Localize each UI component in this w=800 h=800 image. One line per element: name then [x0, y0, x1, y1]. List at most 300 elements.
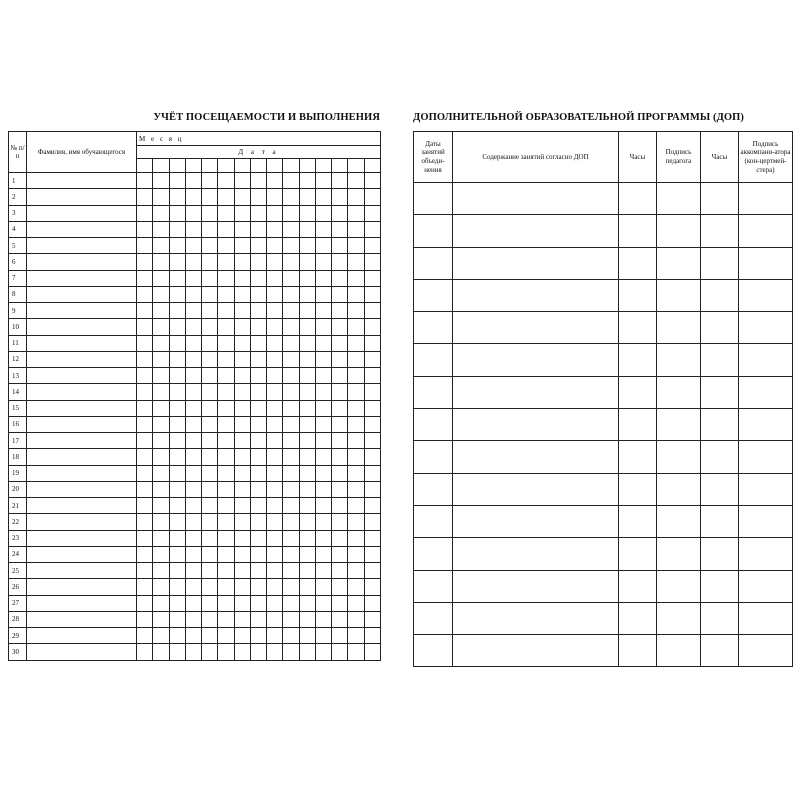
attendance-cell[interactable] — [283, 416, 299, 432]
attendance-cell[interactable] — [348, 238, 364, 254]
attendance-cell[interactable] — [169, 628, 185, 644]
attendance-cell[interactable] — [364, 238, 380, 254]
accompanist-signature-cell[interactable] — [739, 183, 793, 215]
accompanist-signature-cell[interactable] — [739, 279, 793, 311]
attendance-cell[interactable] — [153, 238, 169, 254]
attendance-cell[interactable] — [332, 335, 348, 351]
accompanist-signature-cell[interactable] — [739, 409, 793, 441]
attendance-cell[interactable] — [315, 433, 331, 449]
hours-cell[interactable] — [701, 635, 739, 667]
date-header-cell[interactable] — [332, 159, 348, 173]
student-name-cell[interactable] — [27, 351, 137, 367]
attendance-cell[interactable] — [153, 498, 169, 514]
attendance-cell[interactable] — [348, 400, 364, 416]
student-name-cell[interactable] — [27, 205, 137, 221]
student-name-cell[interactable] — [27, 449, 137, 465]
attendance-cell[interactable] — [267, 514, 283, 530]
attendance-cell[interactable] — [283, 611, 299, 627]
attendance-cell[interactable] — [185, 270, 201, 286]
attendance-cell[interactable] — [202, 335, 218, 351]
attendance-cell[interactable] — [299, 189, 315, 205]
attendance-cell[interactable] — [137, 416, 153, 432]
attendance-cell[interactable] — [202, 449, 218, 465]
attendance-cell[interactable] — [299, 514, 315, 530]
attendance-cell[interactable] — [348, 416, 364, 432]
attendance-cell[interactable] — [332, 384, 348, 400]
date-cell[interactable] — [414, 505, 453, 537]
attendance-cell[interactable] — [153, 611, 169, 627]
attendance-cell[interactable] — [137, 595, 153, 611]
attendance-cell[interactable] — [364, 351, 380, 367]
hours-cell[interactable] — [701, 538, 739, 570]
attendance-cell[interactable] — [169, 270, 185, 286]
attendance-cell[interactable] — [250, 611, 266, 627]
accompanist-signature-cell[interactable] — [739, 441, 793, 473]
attendance-cell[interactable] — [185, 563, 201, 579]
attendance-cell[interactable] — [283, 400, 299, 416]
attendance-cell[interactable] — [185, 286, 201, 302]
attendance-cell[interactable] — [348, 270, 364, 286]
attendance-cell[interactable] — [250, 319, 266, 335]
attendance-cell[interactable] — [283, 498, 299, 514]
attendance-cell[interactable] — [348, 514, 364, 530]
attendance-cell[interactable] — [283, 481, 299, 497]
attendance-cell[interactable] — [185, 611, 201, 627]
attendance-cell[interactable] — [137, 205, 153, 221]
attendance-cell[interactable] — [250, 416, 266, 432]
attendance-cell[interactable] — [332, 238, 348, 254]
attendance-cell[interactable] — [202, 384, 218, 400]
attendance-cell[interactable] — [153, 173, 169, 189]
attendance-cell[interactable] — [169, 384, 185, 400]
attendance-cell[interactable] — [348, 173, 364, 189]
attendance-cell[interactable] — [315, 173, 331, 189]
attendance-cell[interactable] — [364, 546, 380, 562]
attendance-cell[interactable] — [299, 270, 315, 286]
attendance-cell[interactable] — [283, 595, 299, 611]
attendance-cell[interactable] — [137, 481, 153, 497]
student-name-cell[interactable] — [27, 303, 137, 319]
attendance-cell[interactable] — [283, 221, 299, 237]
attendance-cell[interactable] — [332, 481, 348, 497]
attendance-cell[interactable] — [250, 530, 266, 546]
attendance-cell[interactable] — [348, 546, 364, 562]
attendance-cell[interactable] — [348, 530, 364, 546]
attendance-cell[interactable] — [137, 384, 153, 400]
attendance-cell[interactable] — [332, 465, 348, 481]
attendance-cell[interactable] — [364, 270, 380, 286]
attendance-cell[interactable] — [169, 335, 185, 351]
attendance-cell[interactable] — [250, 563, 266, 579]
attendance-cell[interactable] — [218, 351, 234, 367]
attendance-cell[interactable] — [315, 644, 331, 660]
attendance-cell[interactable] — [250, 400, 266, 416]
attendance-cell[interactable] — [315, 351, 331, 367]
attendance-cell[interactable] — [267, 335, 283, 351]
attendance-cell[interactable] — [169, 173, 185, 189]
attendance-cell[interactable] — [364, 286, 380, 302]
attendance-cell[interactable] — [137, 530, 153, 546]
attendance-cell[interactable] — [299, 546, 315, 562]
hours-cell[interactable] — [701, 602, 739, 634]
attendance-cell[interactable] — [218, 270, 234, 286]
attendance-cell[interactable] — [250, 481, 266, 497]
attendance-cell[interactable] — [332, 416, 348, 432]
content-cell[interactable] — [453, 376, 619, 408]
attendance-cell[interactable] — [218, 368, 234, 384]
attendance-cell[interactable] — [202, 498, 218, 514]
attendance-cell[interactable] — [169, 254, 185, 270]
attendance-cell[interactable] — [315, 579, 331, 595]
accompanist-signature-cell[interactable] — [739, 473, 793, 505]
attendance-cell[interactable] — [283, 514, 299, 530]
teacher-signature-cell[interactable] — [657, 409, 701, 441]
attendance-cell[interactable] — [137, 611, 153, 627]
attendance-cell[interactable] — [299, 465, 315, 481]
attendance-cell[interactable] — [185, 416, 201, 432]
attendance-cell[interactable] — [153, 563, 169, 579]
attendance-cell[interactable] — [169, 319, 185, 335]
attendance-cell[interactable] — [234, 335, 250, 351]
teacher-signature-cell[interactable] — [657, 441, 701, 473]
attendance-cell[interactable] — [315, 498, 331, 514]
attendance-cell[interactable] — [185, 221, 201, 237]
attendance-cell[interactable] — [348, 189, 364, 205]
attendance-cell[interactable] — [299, 433, 315, 449]
attendance-cell[interactable] — [267, 465, 283, 481]
date-header-cell[interactable] — [185, 159, 201, 173]
attendance-cell[interactable] — [185, 579, 201, 595]
attendance-cell[interactable] — [202, 530, 218, 546]
attendance-cell[interactable] — [169, 400, 185, 416]
hours-cell[interactable] — [619, 602, 657, 634]
attendance-cell[interactable] — [153, 644, 169, 660]
content-cell[interactable] — [453, 312, 619, 344]
attendance-cell[interactable] — [332, 319, 348, 335]
attendance-cell[interactable] — [332, 514, 348, 530]
attendance-cell[interactable] — [332, 644, 348, 660]
attendance-cell[interactable] — [299, 221, 315, 237]
attendance-cell[interactable] — [283, 644, 299, 660]
attendance-cell[interactable] — [267, 189, 283, 205]
attendance-cell[interactable] — [234, 221, 250, 237]
attendance-cell[interactable] — [202, 189, 218, 205]
attendance-cell[interactable] — [202, 205, 218, 221]
student-name-cell[interactable] — [27, 433, 137, 449]
attendance-cell[interactable] — [218, 319, 234, 335]
attendance-cell[interactable] — [234, 595, 250, 611]
attendance-cell[interactable] — [283, 579, 299, 595]
attendance-cell[interactable] — [250, 465, 266, 481]
attendance-cell[interactable] — [283, 254, 299, 270]
attendance-cell[interactable] — [202, 221, 218, 237]
attendance-cell[interactable] — [234, 644, 250, 660]
attendance-cell[interactable] — [315, 563, 331, 579]
attendance-cell[interactable] — [267, 270, 283, 286]
attendance-cell[interactable] — [234, 400, 250, 416]
attendance-cell[interactable] — [202, 319, 218, 335]
attendance-cell[interactable] — [202, 579, 218, 595]
attendance-cell[interactable] — [153, 514, 169, 530]
attendance-cell[interactable] — [202, 173, 218, 189]
date-header-cell[interactable] — [234, 159, 250, 173]
attendance-cell[interactable] — [299, 254, 315, 270]
attendance-cell[interactable] — [332, 221, 348, 237]
hours-cell[interactable] — [619, 409, 657, 441]
date-cell[interactable] — [414, 279, 453, 311]
attendance-cell[interactable] — [364, 416, 380, 432]
attendance-cell[interactable] — [364, 303, 380, 319]
content-cell[interactable] — [453, 344, 619, 376]
attendance-cell[interactable] — [234, 611, 250, 627]
attendance-cell[interactable] — [348, 303, 364, 319]
attendance-cell[interactable] — [234, 628, 250, 644]
date-cell[interactable] — [414, 409, 453, 441]
attendance-cell[interactable] — [299, 481, 315, 497]
teacher-signature-cell[interactable] — [657, 215, 701, 247]
date-header-cell[interactable] — [153, 159, 169, 173]
attendance-cell[interactable] — [364, 335, 380, 351]
attendance-cell[interactable] — [267, 433, 283, 449]
attendance-cell[interactable] — [348, 368, 364, 384]
attendance-cell[interactable] — [202, 303, 218, 319]
date-header-cell[interactable] — [315, 159, 331, 173]
student-name-cell[interactable] — [27, 400, 137, 416]
attendance-cell[interactable] — [283, 189, 299, 205]
attendance-cell[interactable] — [267, 644, 283, 660]
attendance-cell[interactable] — [364, 221, 380, 237]
hours-cell[interactable] — [619, 635, 657, 667]
attendance-cell[interactable] — [202, 270, 218, 286]
attendance-cell[interactable] — [267, 319, 283, 335]
attendance-cell[interactable] — [267, 173, 283, 189]
attendance-cell[interactable] — [315, 286, 331, 302]
attendance-cell[interactable] — [250, 205, 266, 221]
attendance-cell[interactable] — [315, 628, 331, 644]
teacher-signature-cell[interactable] — [657, 635, 701, 667]
attendance-cell[interactable] — [218, 303, 234, 319]
teacher-signature-cell[interactable] — [657, 505, 701, 537]
attendance-cell[interactable] — [234, 205, 250, 221]
hours-cell[interactable] — [619, 505, 657, 537]
attendance-cell[interactable] — [137, 254, 153, 270]
attendance-cell[interactable] — [218, 205, 234, 221]
hours-cell[interactable] — [619, 183, 657, 215]
attendance-cell[interactable] — [283, 628, 299, 644]
attendance-cell[interactable] — [169, 238, 185, 254]
attendance-cell[interactable] — [169, 449, 185, 465]
attendance-cell[interactable] — [267, 563, 283, 579]
attendance-cell[interactable] — [299, 173, 315, 189]
attendance-cell[interactable] — [218, 481, 234, 497]
attendance-cell[interactable] — [218, 173, 234, 189]
attendance-cell[interactable] — [364, 628, 380, 644]
hours-cell[interactable] — [701, 247, 739, 279]
attendance-cell[interactable] — [332, 189, 348, 205]
student-name-cell[interactable] — [27, 481, 137, 497]
attendance-cell[interactable] — [267, 286, 283, 302]
attendance-cell[interactable] — [348, 465, 364, 481]
accompanist-signature-cell[interactable] — [739, 215, 793, 247]
student-name-cell[interactable] — [27, 173, 137, 189]
accompanist-signature-cell[interactable] — [739, 376, 793, 408]
attendance-cell[interactable] — [169, 368, 185, 384]
attendance-cell[interactable] — [202, 286, 218, 302]
date-header-cell[interactable] — [218, 159, 234, 173]
attendance-cell[interactable] — [234, 189, 250, 205]
attendance-cell[interactable] — [315, 416, 331, 432]
attendance-cell[interactable] — [137, 433, 153, 449]
attendance-cell[interactable] — [218, 611, 234, 627]
attendance-cell[interactable] — [364, 595, 380, 611]
attendance-cell[interactable] — [332, 270, 348, 286]
attendance-cell[interactable] — [267, 628, 283, 644]
attendance-cell[interactable] — [185, 433, 201, 449]
student-name-cell[interactable] — [27, 563, 137, 579]
attendance-cell[interactable] — [185, 368, 201, 384]
attendance-cell[interactable] — [185, 335, 201, 351]
attendance-cell[interactable] — [218, 400, 234, 416]
attendance-cell[interactable] — [267, 384, 283, 400]
attendance-cell[interactable] — [137, 514, 153, 530]
attendance-cell[interactable] — [202, 595, 218, 611]
attendance-cell[interactable] — [315, 400, 331, 416]
attendance-cell[interactable] — [299, 416, 315, 432]
attendance-cell[interactable] — [137, 563, 153, 579]
attendance-cell[interactable] — [364, 400, 380, 416]
attendance-cell[interactable] — [315, 270, 331, 286]
attendance-cell[interactable] — [299, 205, 315, 221]
hours-cell[interactable] — [701, 215, 739, 247]
accompanist-signature-cell[interactable] — [739, 635, 793, 667]
attendance-cell[interactable] — [218, 189, 234, 205]
attendance-cell[interactable] — [153, 270, 169, 286]
content-cell[interactable] — [453, 635, 619, 667]
hours-cell[interactable] — [701, 376, 739, 408]
attendance-cell[interactable] — [185, 205, 201, 221]
date-header-cell[interactable] — [267, 159, 283, 173]
attendance-cell[interactable] — [218, 514, 234, 530]
attendance-cell[interactable] — [332, 368, 348, 384]
attendance-cell[interactable] — [315, 254, 331, 270]
attendance-cell[interactable] — [234, 286, 250, 302]
attendance-cell[interactable] — [218, 563, 234, 579]
date-cell[interactable] — [414, 441, 453, 473]
attendance-cell[interactable] — [283, 433, 299, 449]
attendance-cell[interactable] — [315, 481, 331, 497]
attendance-cell[interactable] — [234, 368, 250, 384]
attendance-cell[interactable] — [332, 449, 348, 465]
attendance-cell[interactable] — [250, 384, 266, 400]
attendance-cell[interactable] — [299, 449, 315, 465]
attendance-cell[interactable] — [153, 189, 169, 205]
attendance-cell[interactable] — [364, 530, 380, 546]
attendance-cell[interactable] — [218, 530, 234, 546]
attendance-cell[interactable] — [202, 400, 218, 416]
attendance-cell[interactable] — [332, 303, 348, 319]
attendance-cell[interactable] — [267, 400, 283, 416]
attendance-cell[interactable] — [315, 335, 331, 351]
attendance-cell[interactable] — [364, 514, 380, 530]
attendance-cell[interactable] — [234, 319, 250, 335]
attendance-cell[interactable] — [250, 579, 266, 595]
attendance-cell[interactable] — [250, 595, 266, 611]
hours-cell[interactable] — [619, 215, 657, 247]
student-name-cell[interactable] — [27, 611, 137, 627]
attendance-cell[interactable] — [153, 579, 169, 595]
attendance-cell[interactable] — [185, 481, 201, 497]
attendance-cell[interactable] — [315, 611, 331, 627]
attendance-cell[interactable] — [234, 546, 250, 562]
teacher-signature-cell[interactable] — [657, 279, 701, 311]
attendance-cell[interactable] — [153, 400, 169, 416]
student-name-cell[interactable] — [27, 221, 137, 237]
attendance-cell[interactable] — [169, 351, 185, 367]
teacher-signature-cell[interactable] — [657, 570, 701, 602]
attendance-cell[interactable] — [332, 530, 348, 546]
attendance-cell[interactable] — [250, 546, 266, 562]
attendance-cell[interactable] — [137, 221, 153, 237]
attendance-cell[interactable] — [348, 286, 364, 302]
hours-cell[interactable] — [701, 473, 739, 505]
accompanist-signature-cell[interactable] — [739, 312, 793, 344]
attendance-cell[interactable] — [202, 465, 218, 481]
content-cell[interactable] — [453, 602, 619, 634]
attendance-cell[interactable] — [315, 189, 331, 205]
attendance-cell[interactable] — [299, 563, 315, 579]
attendance-cell[interactable] — [332, 563, 348, 579]
attendance-cell[interactable] — [169, 221, 185, 237]
attendance-cell[interactable] — [202, 563, 218, 579]
attendance-cell[interactable] — [332, 579, 348, 595]
teacher-signature-cell[interactable] — [657, 344, 701, 376]
attendance-cell[interactable] — [153, 416, 169, 432]
teacher-signature-cell[interactable] — [657, 183, 701, 215]
attendance-cell[interactable] — [267, 595, 283, 611]
hours-cell[interactable] — [619, 376, 657, 408]
attendance-cell[interactable] — [234, 351, 250, 367]
attendance-cell[interactable] — [185, 449, 201, 465]
attendance-cell[interactable] — [153, 449, 169, 465]
attendance-cell[interactable] — [153, 205, 169, 221]
content-cell[interactable] — [453, 409, 619, 441]
attendance-cell[interactable] — [153, 546, 169, 562]
attendance-cell[interactable] — [137, 335, 153, 351]
attendance-cell[interactable] — [348, 319, 364, 335]
student-name-cell[interactable] — [27, 465, 137, 481]
attendance-cell[interactable] — [364, 189, 380, 205]
attendance-cell[interactable] — [250, 303, 266, 319]
hours-cell[interactable] — [701, 312, 739, 344]
accompanist-signature-cell[interactable] — [739, 538, 793, 570]
attendance-cell[interactable] — [364, 611, 380, 627]
attendance-cell[interactable] — [234, 433, 250, 449]
attendance-cell[interactable] — [364, 498, 380, 514]
attendance-cell[interactable] — [283, 465, 299, 481]
attendance-cell[interactable] — [332, 595, 348, 611]
attendance-cell[interactable] — [218, 595, 234, 611]
attendance-cell[interactable] — [234, 465, 250, 481]
attendance-cell[interactable] — [137, 579, 153, 595]
attendance-cell[interactable] — [250, 351, 266, 367]
content-cell[interactable] — [453, 441, 619, 473]
attendance-cell[interactable] — [153, 628, 169, 644]
attendance-cell[interactable] — [234, 384, 250, 400]
student-name-cell[interactable] — [27, 644, 137, 660]
attendance-cell[interactable] — [348, 205, 364, 221]
attendance-cell[interactable] — [153, 319, 169, 335]
attendance-cell[interactable] — [218, 644, 234, 660]
